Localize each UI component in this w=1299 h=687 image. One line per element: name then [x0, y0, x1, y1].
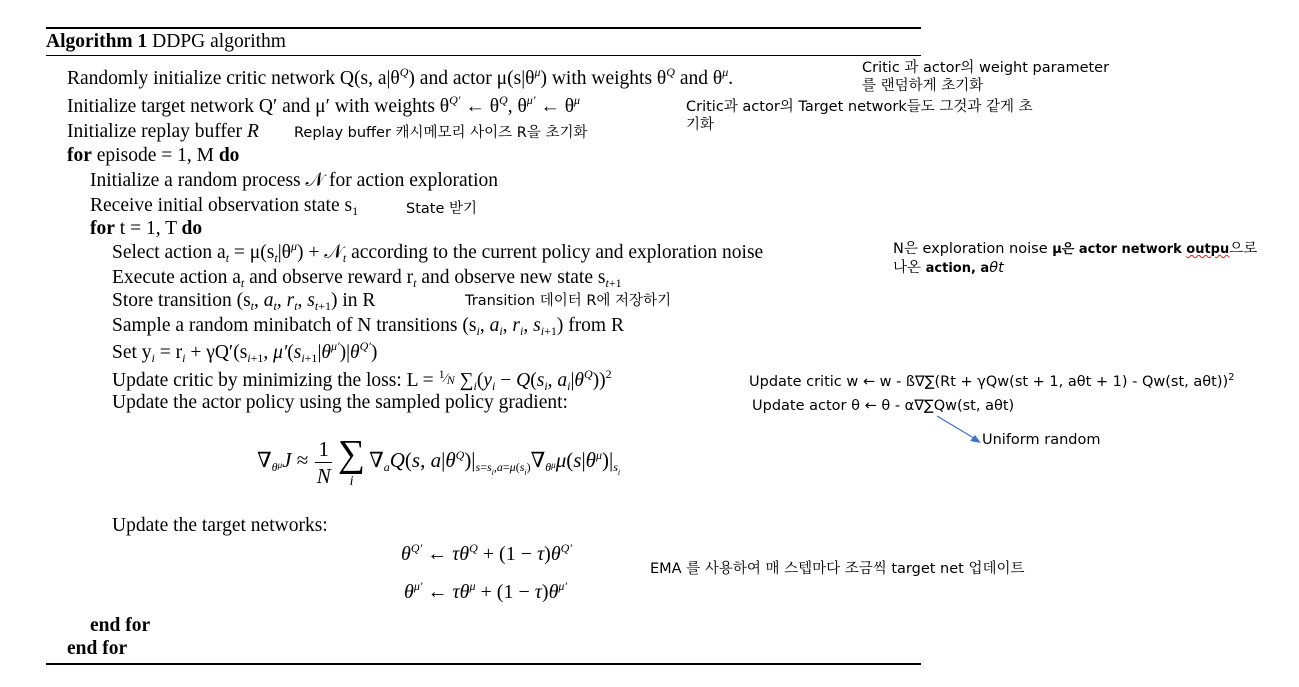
spellcheck-underline: outpu — [1186, 242, 1230, 257]
target-update-actor-formula: $\theta^{\mu'}$ ← $\tau\theta^\mu + (1 - \tau)\theta^{\mu'}$ — [404, 579, 568, 603]
algorithm-number: Algorithm 1 — [46, 31, 148, 52]
line-update-targets: Update the target networks: — [112, 515, 328, 536]
top-rule — [46, 27, 921, 29]
line-init-target: Initialize target network Q′ and μ′ with weights $\theta^{Q'}$ ← $\theta^Q$, $\theta^{\mu'}$ ← $\theta^\mu$ — [67, 93, 581, 117]
target-update-critic-formula: $\theta^{Q'}$ ← $\tau\theta^Q + (1 - \tau)\theta^{Q'}$ — [401, 541, 572, 565]
line-for-episode: for episode = 1, M do — [67, 145, 240, 166]
note-state-receive: State 받기 — [406, 201, 478, 217]
line-sample-minibatch: Sample a random minibatch of N transitions ($s_i$, $a_i$, $r_i$, $s_{i+1}$) from R — [112, 315, 624, 338]
note-ema-update: EMA 를 사용하여 매 스텝마다 조금씩 target net 업데이트 — [650, 561, 1025, 577]
line-receive-obs: Receive initial observation state $s_1$ — [90, 195, 359, 218]
bottom-rule — [46, 663, 921, 665]
line-init-process: Initialize a random process 𝒩 for action exploration — [90, 170, 498, 191]
line-update-critic: Update critic by minimizing the loss: L = $^{^1⁄_N}$ $\sum_i(y_i - Q(s_i$, $a_i|\theta^Q))^2$ — [112, 367, 612, 393]
arrow-icon — [935, 414, 985, 446]
note-critic-actor-init: Critic 과 actor의 weight parameter 를 랜덤하게 초기화 — [862, 60, 1110, 94]
line-update-actor: Update the actor policy using the sampled policy gradient: — [112, 392, 568, 413]
line-execute-action: Execute action $a_t$ and observe reward $r_t$ and observe new state $s_{t+1}$ — [112, 267, 622, 290]
line-end-for-inner: end for — [90, 615, 151, 636]
note-uniform-random: Uniform random — [982, 432, 1101, 448]
note-update-actor-rule: Update actor θ ← θ - α∇∑Qw(st, aθt) — [752, 398, 1015, 414]
note-replay-buffer: Replay buffer 캐시메모리 사이즈 R을 초기화 — [294, 125, 588, 141]
algorithm-name: DDPG algorithm — [152, 31, 286, 52]
line-set-y: Set $y_i = r_i + \gamma Q'(s_{i+1}$, $\mu'(s_{i+1}|\theta^{\mu'})|\theta^{Q'}$) — [112, 339, 378, 365]
header-rule — [46, 55, 921, 56]
line-init-buffer: Initialize replay buffer R — [67, 121, 259, 142]
note-update-critic-rule: Update critic w ← w - ß∇∑(Rt + γQw(st + 1, aθt + 1) - Qw(st, aθt))$^2$ — [749, 372, 1235, 390]
line-init-critic-actor: Randomly initialize critic network Q(s, $a|\theta^Q$) and actor $\mu(s|\theta^\mu)$ with weights $\theta^Q$ and $\theta^\mu$. — [67, 65, 734, 89]
note-target-init: Critic과 actor의 Target network들도 그것과 같게 초 기화 — [686, 99, 1033, 133]
note-exploration-noise: N은 exploration noise μ은 actor network outpu으로 나온 action, aθt — [893, 241, 1258, 276]
policy-gradient-formula: $\nabla_{\theta^\mu}J$ ≈ $\frac{1}{N}$ ∑ i $\nabla_aQ(s$, $a|\theta^Q)|_{s=s_i,a=\mu(s_i)}\nabla_{\theta^\mu}\mu(s|\theta^\mu)|_{s_i}$ — [257, 433, 621, 490]
line-select-action: Select action $a_t = \mu(s_t|\theta^\mu)$ + 𝒩$_t$ according to the current policy and exploration noise — [112, 239, 764, 265]
note-transition-store: Transition 데이터 R에 저장하기 — [465, 293, 672, 309]
line-store-transition: Store transition ($s_t$, $a_t$, $r_t$, $s_{t+1}$) in R — [112, 290, 376, 313]
line-end-for-outer: end for — [67, 638, 128, 659]
line-for-t: for t = 1, T do — [90, 218, 203, 239]
algorithm-title — [46, 30, 286, 54]
